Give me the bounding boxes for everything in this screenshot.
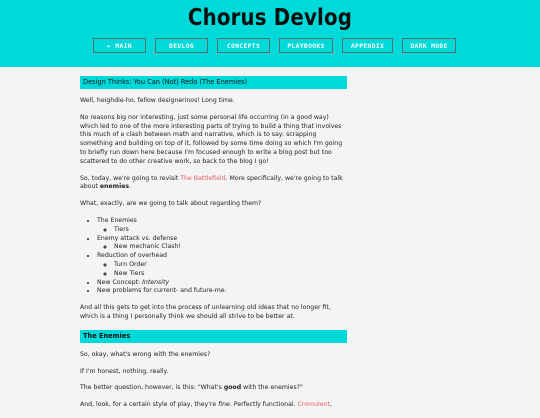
site-header <box>0 0 540 67</box>
list-item: ◦ New mechanic Clash! <box>114 243 347 252</box>
post-title: Design Thinks: You Can (Not) Redo (The Enemies) <box>80 76 347 89</box>
site-title[interactable]: Chorus Devlog <box>187 5 353 31</box>
paragraph: Well, heighdie-ho, fellow designerinos! Long time. <box>80 97 235 104</box>
section-heading-enemies: The Enemies <box>80 330 347 343</box>
post-content <box>80 76 347 418</box>
list-item: • New Concept: Intensity <box>97 279 347 288</box>
nav-appendix-button[interactable]: APPENDIX <box>342 38 393 53</box>
nav-concepts-button[interactable]: CONCEPTS <box>217 38 270 53</box>
list-item: ◦ Turn Order <box>114 261 347 270</box>
paragraph: And all this gets to get into the process of unlearning old ideas that no longer fit, which is a thing I personally think we should all strive to be better at. <box>80 304 331 320</box>
nav-main-button[interactable]: ← MAIN <box>93 38 146 53</box>
battlefield-link[interactable]: The Battlefield <box>180 174 226 182</box>
cromulent-link[interactable]: Cromulent <box>297 401 330 409</box>
paragraph: So, today, we're going to revisit The Battlefield. More specifically, we're going to talk about enemies. <box>80 174 343 191</box>
list-item: • New problems for current- and future-me. <box>97 287 347 296</box>
paragraph: No reasons big nor interesting, just some personal life occurring (in a good way) which led to one of the more interesting parts of trying to build a thing that involves this much of a clash between math and narrative, which is to say: scrapping something and building on top of it, followed by some time doing so which I'm going to briefly run down here because I'm focused enough to write a blog post but too scattered to do other creative work, so back to the blog I go! <box>80 113 343 165</box>
main-nav <box>93 38 465 53</box>
list-item: • Reduction of overhead ◦ Turn Order ◦ New Tiers <box>97 252 347 278</box>
list-item: • Enemy attack vs. defense ◦ New mechanic Clash! <box>97 235 347 253</box>
list-item: ◦ Tiers <box>114 226 347 235</box>
nav-dark-mode-button[interactable]: DARK MODE <box>402 38 456 53</box>
nav-playbooks-button[interactable]: PLAYBOOKS <box>279 38 333 53</box>
paragraph: If I'm honest, nothing, really. <box>80 367 169 375</box>
list-item: • The Enemies ◦ Tiers <box>97 217 347 235</box>
topic-list <box>80 217 347 296</box>
nav-devlog-button[interactable]: DEVLOG <box>155 38 208 53</box>
paragraph: So, okay, what's wrong with the enemies? <box>80 350 211 358</box>
paragraph: And, look, for a certain style of play, they're fine. Perfectly functional. Cromulent, <box>80 401 332 409</box>
paragraph: The better question, however, is this: "What's good with the enemies?" <box>80 384 303 392</box>
paragraph: What, exactly, are we going to talk about regarding them? <box>80 200 262 208</box>
list-item: ◦ New Tiers <box>114 270 347 279</box>
